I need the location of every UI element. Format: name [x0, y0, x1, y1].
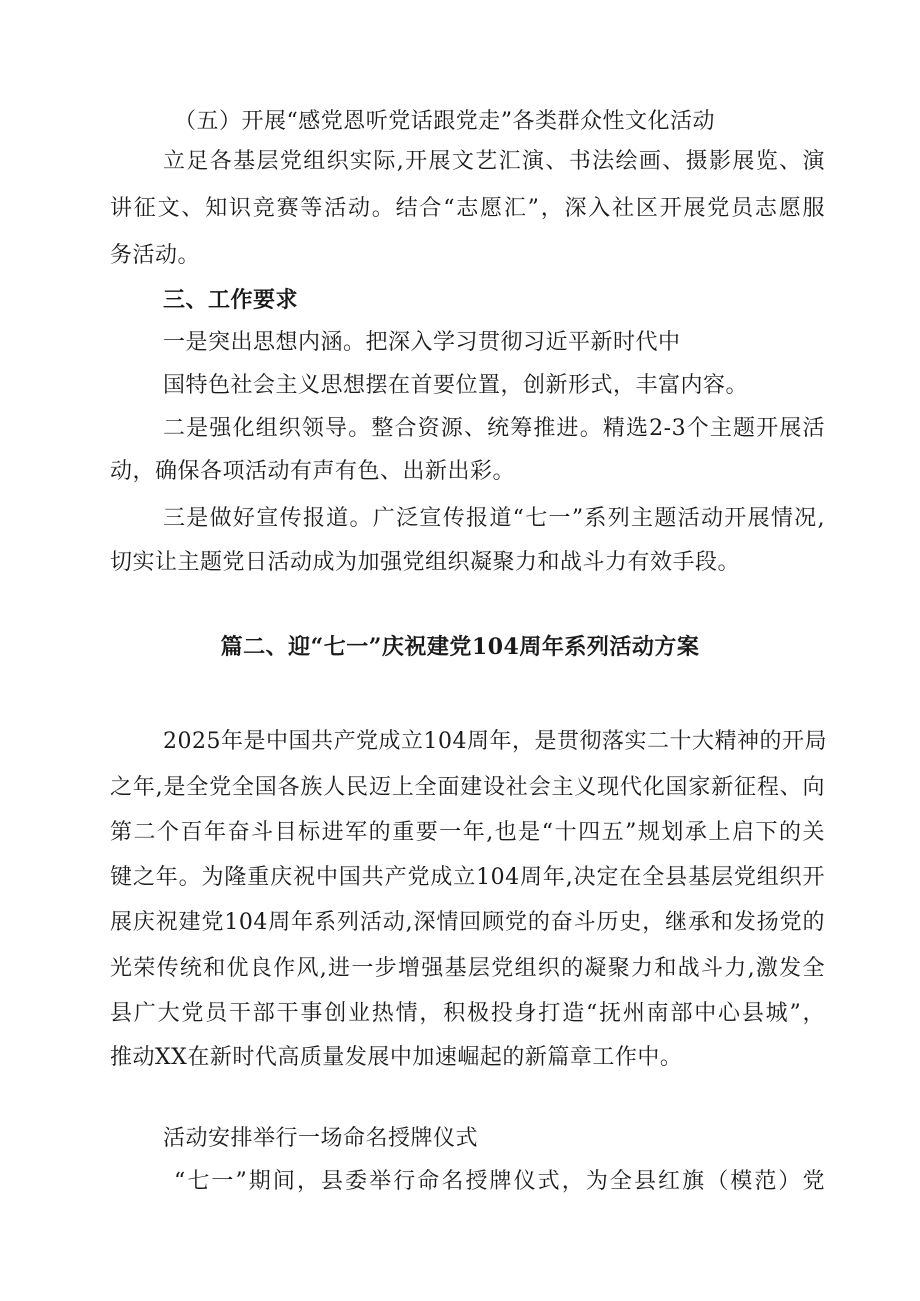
intro-line-5: 展庆祝建党104周年系列活动,深情回顾党的奋斗历史，继承和发扬党的 [110, 910, 825, 935]
intro-line-8: 推动XX在新时代高质量发展中加速崛起的新篇章工作中。 [110, 1045, 683, 1070]
requirement-2-line-2: 动，确保各项活动有声有色、出新出彩。 [110, 459, 516, 484]
activity-heading: 活动安排举行一场命名授牌仪式 [163, 1126, 479, 1151]
intro-line-4: 键之年。为隆重庆祝中国共产党成立104周年,决定在全县基层党组织开 [110, 865, 825, 890]
requirement-3-line-2: 切实让主题党日活动成为加强党组织凝聚力和战斗力有效手段。 [110, 550, 741, 575]
intro-line-1: 2025年是中国共产党成立104周年，是贯彻落实二十大精神的开局 [163, 729, 827, 754]
section-five-body-line-1: 立足各基层党组织实际,开展文艺汇演、书法绘画、摄影展览、演 [163, 149, 825, 174]
chapter-two-title: 篇二、迎“七一”庆祝建党104周年系列活动方案 [220, 634, 700, 660]
intro-line-7: 县广大党员干部干事创业热情，积极投身打造“抚州南部中心县城”， [110, 1001, 825, 1026]
section-five-title: （五）开展“感党恩听党话跟党走”各类群众性文化活动 [174, 109, 715, 134]
requirements-heading: 三、工作要求 [163, 287, 299, 313]
activity-body-line-1: “七一”期间，县委举行命名授牌仪式，为全县红旗（模范）党 [174, 1169, 825, 1194]
intro-line-6: 光荣传统和优良作风,进一步增强基层党组织的凝聚力和战斗力,激发全 [110, 956, 825, 981]
intro-line-3: 第二个百年奋斗目标进军的重要一年,也是“十四五”规划承上启下的关 [110, 820, 825, 845]
requirement-1-line-1: 一是突出思想内涵。把深入学习贯彻习近平新时代中 [163, 330, 681, 355]
requirement-1-line-2: 国特色社会主义思想摆在首要位置，创新形式，丰富内容。 [163, 373, 749, 398]
intro-line-2: 之年,是全党全国各族人民迈上全面建设社会主义现代化国家新征程、向 [110, 775, 825, 800]
section-five-body-line-3: 务活动。 [110, 243, 201, 268]
requirement-2-line-1: 二是强化组织领导。整合资源、统筹推进。精选2-3个主题开展活 [163, 416, 825, 441]
requirement-3-line-1: 三是做好宣传报道。广泛宣传报道“七一”系列主题活动开展情况, [163, 506, 825, 531]
section-five-body-line-2: 讲征文、知识竞赛等活动。结合“志愿汇”，深入社区开展党员志愿服 [110, 196, 825, 221]
